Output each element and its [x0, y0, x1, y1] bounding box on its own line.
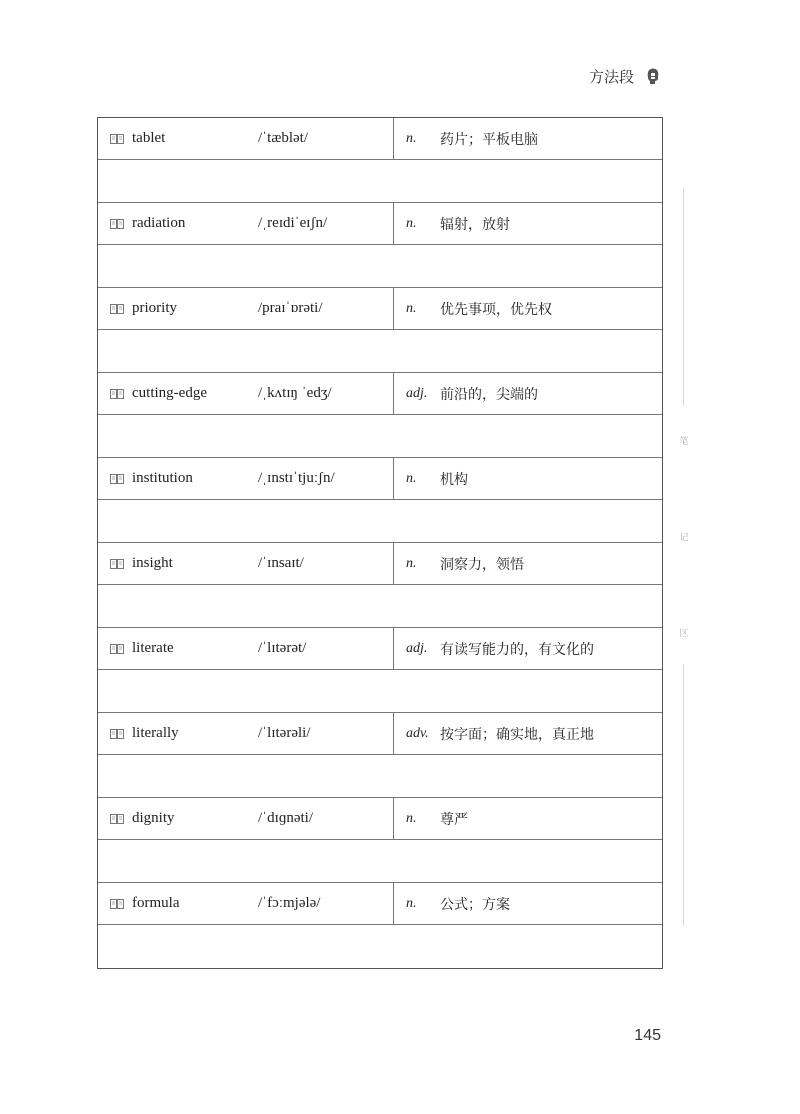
part-of-speech: n.	[406, 130, 417, 146]
phonetic: /ˌreɪdiˈeɪʃn/	[258, 215, 328, 231]
sidebar-line-bottom	[683, 664, 684, 926]
phonetic-cell	[258, 458, 394, 499]
part-of-speech: n.	[406, 895, 417, 911]
part-of-speech: adj.	[406, 385, 428, 401]
open-book-icon	[110, 899, 124, 909]
phonetic: /ˈtæblət/	[258, 130, 308, 146]
open-book-icon	[110, 729, 124, 739]
word: literally	[132, 725, 179, 741]
sidebar-char: 笔	[679, 437, 689, 447]
entry-row	[98, 458, 662, 500]
phonetic: /ˌɪnstɪˈtjuːʃn/	[258, 470, 335, 486]
entry-row	[98, 883, 662, 925]
open-book-icon	[110, 559, 124, 569]
notes-blank-row[interactable]	[98, 330, 662, 373]
entry-row	[98, 713, 662, 755]
definition: 洞察力，领悟	[440, 556, 524, 573]
notes-sidebar	[678, 188, 690, 928]
word: insight	[132, 555, 173, 571]
notes-blank-row[interactable]	[98, 925, 662, 968]
sidebar-char: 区	[679, 629, 689, 639]
definition: 优先事项，优先权	[440, 301, 552, 318]
phonetic-cell	[258, 798, 394, 839]
word: cutting-edge	[132, 385, 207, 401]
open-book-icon	[110, 644, 124, 654]
phonetic: /ˈɪnsaɪt/	[258, 555, 304, 571]
phonetic-cell	[258, 543, 394, 584]
word-cell	[98, 203, 258, 244]
definition: 有读写能力的，有文化的	[440, 641, 594, 658]
entry-row	[98, 118, 662, 160]
word: priority	[132, 300, 177, 316]
open-book-icon	[110, 474, 124, 484]
word-cell	[98, 288, 258, 329]
open-book-icon	[110, 304, 124, 314]
entry-row	[98, 543, 662, 585]
definition: 药片；平板电脑	[440, 131, 538, 148]
word-cell	[98, 373, 258, 414]
notes-blank-row[interactable]	[98, 670, 662, 713]
word-cell	[98, 798, 258, 839]
head-silhouette-icon	[646, 68, 660, 86]
word: institution	[132, 470, 193, 486]
word-cell	[98, 543, 258, 584]
definition: 公式；方案	[440, 896, 510, 913]
open-book-icon	[110, 814, 124, 824]
phonetic: /ˈdɪɡnəti/	[258, 810, 313, 826]
definition: 按字面；确实地，真正地	[440, 726, 594, 743]
definition: 辐射，放射	[440, 216, 510, 233]
phonetic-cell	[258, 203, 394, 244]
entry-row	[98, 628, 662, 670]
entry-row	[98, 288, 662, 330]
entry-row	[98, 798, 662, 840]
word-cell	[98, 628, 258, 669]
word: dignity	[132, 810, 175, 826]
phonetic: /ˈlɪtərəli/	[258, 725, 311, 741]
phonetic: /ˈlɪtərət/	[258, 640, 307, 656]
phonetic-cell	[258, 883, 394, 924]
word-cell	[98, 458, 258, 499]
definition: 尊严	[440, 811, 468, 828]
open-book-icon	[110, 389, 124, 399]
notes-blank-row[interactable]	[98, 160, 662, 203]
part-of-speech: n.	[406, 810, 417, 826]
word-cell	[98, 713, 258, 754]
part-of-speech: n.	[406, 215, 417, 231]
word: formula	[132, 895, 180, 911]
part-of-speech: n.	[406, 555, 417, 571]
word: literate	[132, 640, 174, 656]
part-of-speech: n.	[406, 470, 417, 486]
part-of-speech: n.	[406, 300, 417, 316]
phonetic-cell	[258, 118, 394, 159]
sidebar-line-top	[683, 188, 684, 406]
section-title: 方法段	[588, 68, 634, 86]
open-book-icon	[110, 134, 124, 144]
vocabulary-table	[97, 117, 663, 969]
phonetic: /ˈfɔːmjələ/	[258, 895, 321, 911]
entry-row	[98, 203, 662, 245]
notes-blank-row[interactable]	[98, 585, 662, 628]
part-of-speech: adj.	[406, 640, 428, 656]
word: tablet	[132, 130, 166, 146]
phonetic: /praɪˈɒrəti/	[258, 300, 323, 316]
part-of-speech: adv.	[406, 725, 429, 741]
phonetic-cell	[258, 288, 394, 329]
page-header	[589, 66, 660, 87]
phonetic-cell	[258, 713, 394, 754]
word: radiation	[132, 215, 186, 231]
definition: 前沿的，尖端的	[440, 386, 538, 403]
word-cell	[98, 118, 258, 159]
phonetic-cell	[258, 373, 394, 414]
open-book-icon	[110, 219, 124, 229]
definition: 机构	[440, 471, 468, 488]
word-cell	[98, 883, 258, 924]
notes-blank-row[interactable]	[98, 500, 662, 543]
phonetic-cell	[258, 628, 394, 669]
sidebar-char: 记	[679, 533, 689, 543]
notes-blank-row[interactable]	[98, 245, 662, 288]
notes-blank-row[interactable]	[98, 755, 662, 798]
page-number: 145	[634, 1027, 661, 1044]
entry-row	[98, 373, 662, 415]
notes-blank-row[interactable]	[98, 415, 662, 458]
phonetic: /ˌkʌtɪŋ ˈedʒ/	[258, 385, 332, 401]
notes-blank-row[interactable]	[98, 840, 662, 883]
